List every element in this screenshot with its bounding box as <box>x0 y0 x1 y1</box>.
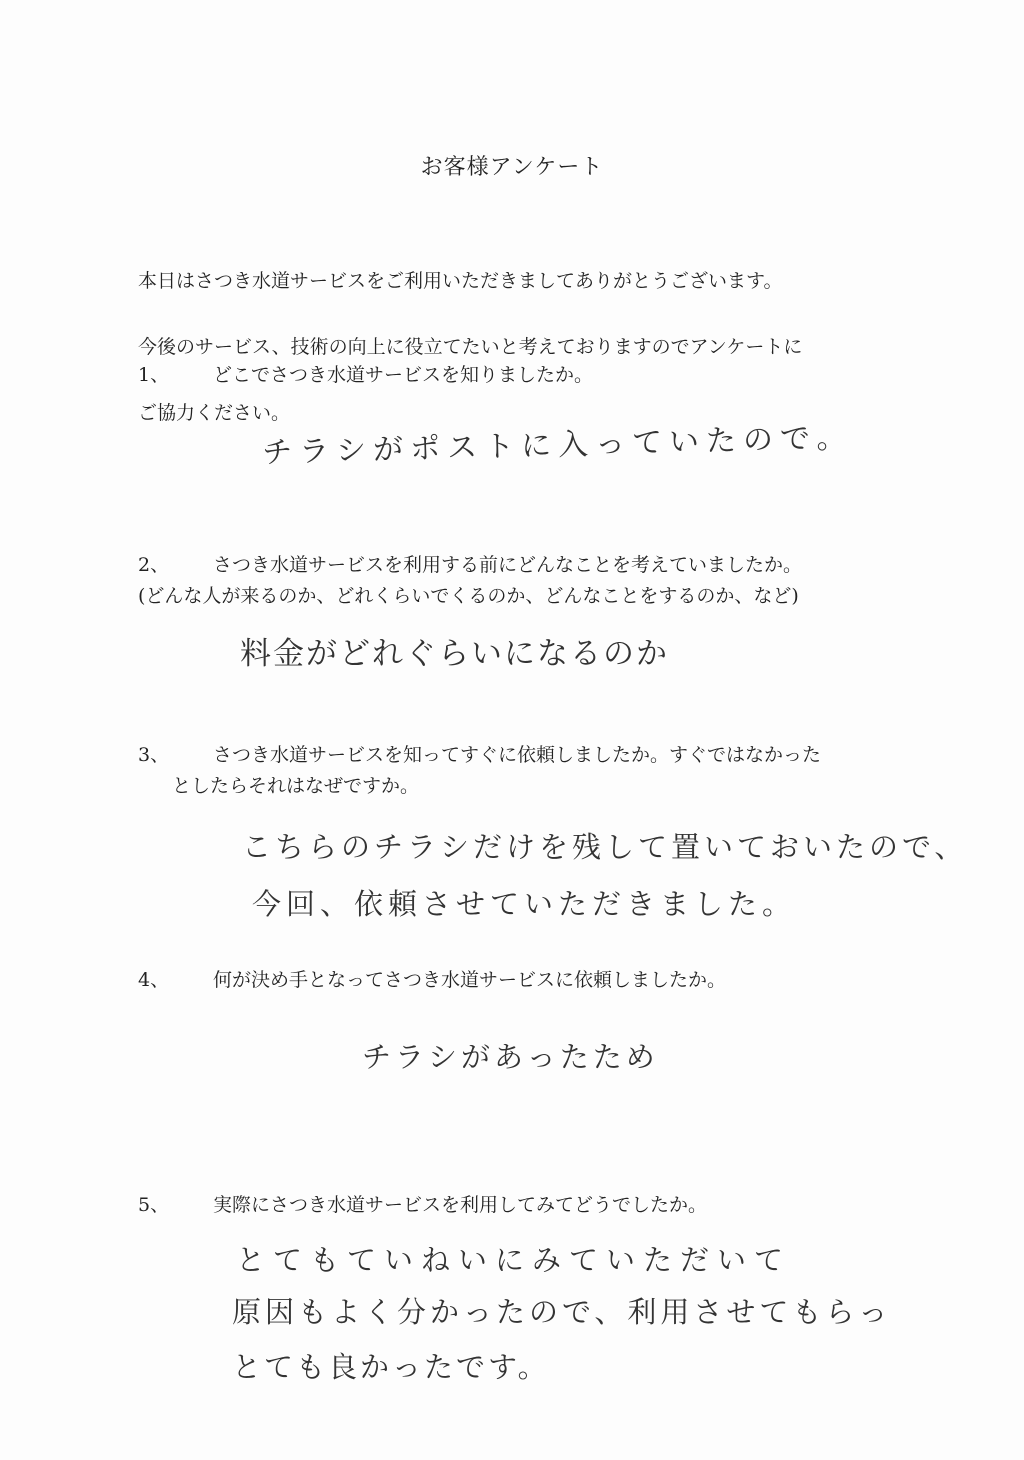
answer-5-line: 原因もよく分かったので、利用させてもらっ <box>232 1295 892 1329</box>
answer-3-line: こちらのチラシだけを残して置いておいたので、 <box>242 830 968 864</box>
question-number: 5、 <box>138 1194 170 1216</box>
answer-5-line: とても良かったです。 <box>232 1350 550 1384</box>
question-number: 2、 <box>138 554 170 576</box>
question-text: 何が決め手となってさつき水道サービスに依頼しましたか。 <box>213 969 727 991</box>
question-number: 3、 <box>138 744 170 766</box>
question-text: さつき水道サービスを知ってすぐに依頼しましたか。すぐではなかった <box>213 744 822 766</box>
question-text: 実際にさつき水道サービスを利用してみてどうでしたか。 <box>213 1194 708 1216</box>
question-text: さつき水道サービスを利用する前にどんなことを考えていましたか。 <box>213 554 803 576</box>
intro-line: ご協力ください。 <box>138 402 291 424</box>
answer-1-line: チラシがポストに入っていたので。 <box>261 420 854 471</box>
question-subtext: (どんな人が来るのか、どれくらいでくるのか、どんなことをするのか、など) <box>138 585 799 607</box>
question-number: 4、 <box>138 969 170 991</box>
question-number: 1、 <box>138 364 170 386</box>
answer-5-line: とてもていねいにみていただいて <box>236 1243 792 1277</box>
answer-2-line: 料金がどれぐらいになるのか <box>240 636 669 672</box>
intro-line: 本日はさつき水道サービスをご利用いただきましてありがとうございます。 <box>138 270 783 292</box>
page-title: お客様アンケート <box>420 155 604 180</box>
answer-4-line: チラシがあったため <box>362 1040 659 1074</box>
intro-line: 今後のサービス、技術の向上に役立てたいと考えておりますのでアンケートに <box>138 336 803 358</box>
question-text: どこでさつき水道サービスを知りましたか。 <box>213 364 594 386</box>
question-continuation: としたらそれはなぜですか。 <box>172 775 420 797</box>
answer-3-line: 今回、依頼させていただきました。 <box>252 887 797 921</box>
